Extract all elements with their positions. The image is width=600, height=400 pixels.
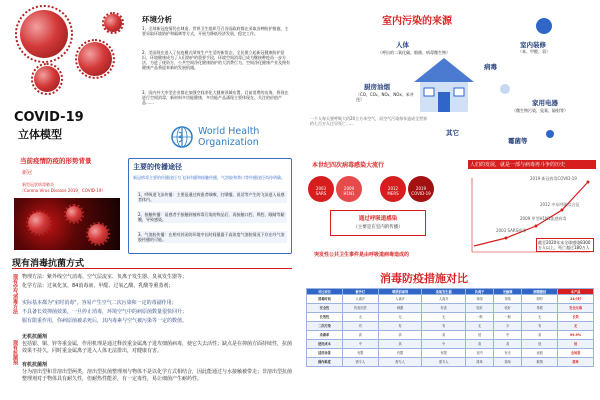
table-cell: 高 [378,340,422,349]
table-cell: 高 [378,331,422,340]
trend-label-2: 2009 甲型H1N1流感病毒 [520,216,567,221]
table-cell: 有光 [494,349,522,358]
table-row [307,349,594,358]
source-human [396,40,409,49]
table-cell: 低 [522,340,558,349]
epidemic-bottom: 突发性公共卫生事件是由呼吸道病毒造成的 [314,252,410,258]
table-cell: 即时 [522,295,558,304]
comparison-title: 消毒防疫措施对比 [380,272,468,285]
method-physical: 物理方法：紫外线空气消毒、空气层流室、负离子发生器、臭氧发生器等； [22,274,188,280]
epidemic-year-mers: 2012 MERS [387,186,399,196]
env-analysis-title: 环境分析 [142,15,172,24]
epidemic-title: 本世纪四次病毒感染大流行 [312,162,385,169]
source-human-name: 人体 [396,41,409,49]
table-cell: 无 [558,322,594,331]
table-cell: 低 [466,331,494,340]
table-header-cell: 光触媒 [494,289,522,295]
table-cell: 有 [378,322,422,331]
transmission-intro: 新冠病毒主要的传播途径为飞沫传播和接触传播，气溶胶和粪口等传播途径尚待明确。 [133,175,285,180]
table-row [307,313,594,322]
trend-note: 截至2020年末全球感染8300万人以上，死亡超过180万人 [536,238,594,252]
epidemic-year-covid: 2019 COVID-19 [411,186,431,196]
trend-label-4: 2019 新冠病毒COVID-19 [530,176,577,181]
methods-title: 现有消毒抗菌方式 [12,259,85,269]
transmission-item-contact: 2、接触传播：易感者手接触到被病毒污染的物品后，再接触口腔、鼻腔、眼睛等黏膜，导致感染。 [137,211,287,223]
virus-cell-icon [28,212,50,234]
source-kitchen-desc: （CO、CO₂、NO₂、NOx、苯并芘） [356,92,414,102]
house-illustration [412,56,476,114]
organic-title: 有机抗菌剂 [22,362,48,368]
table-cell: 24小时 [558,295,594,304]
table-cell: 操作难度 [307,358,343,367]
table-cell: 高 [342,331,378,340]
source-virus-name: 病毒 [484,63,497,71]
table-cell: 安全无毒 [558,304,594,313]
table-cell: 有害 [422,304,466,313]
covid-subtitle: 立体模型 [18,128,62,141]
table-cell: 无 [466,322,494,331]
who-name: World Health [198,126,260,137]
table-cell: 刺激 [378,304,422,313]
table-row [307,322,594,331]
source-appliance-desc: （微生物污染、臭氧、辐射等） [512,108,568,113]
table-cell: 人离开 [422,295,466,304]
covid-red-english: （Corona Virus Disease 2019，COVID-19） [20,188,106,193]
table-row [307,304,594,313]
epidemic-center-text: 通过呼吸道感染 [358,216,398,222]
env-paragraph-1: 1、全球新冠疫情仍在肆虐，世界卫生组织号召各国政府都在采取各种防护措施，主要采取环境防护和隔离等方式，开展为降低经济发展、稳定工作。 [142,26,289,36]
table-cell: 伤害皮肤 [342,304,378,313]
covid-virus-small-icon [104,14,122,32]
organic-desc: 分为溶出型和非溶出型两类，溶出型抗菌整理剂与物体不是以化学方式相结合，因此能通过与水接触被带走；非溶出型抗菌整理剂对于物体具有耐久性，但耐热性能差，有一定毒性，易让细菌产生耐药性。 [22,369,293,382]
table-cell: 中 [494,331,522,340]
table-header-cell: 喷洒消毒剂 [378,289,422,295]
epidemic-year-h1n1: 2009 H1N1 [343,186,355,196]
pollution-quote: 一个人每天要呼吸大约20立方米空气，而空气污染每年造成全世界约七百万人过早死亡…… [310,116,428,126]
env-paragraph-3: 3、国内外大中型企业都在加强空间净化大健康领域布置，目前消费的出海，将现在进行空间消毒，新材料多功能健康，多功能产品涌现主要体现在、关注的价值产品…… [142,90,289,105]
table-cell: 简单 [494,358,522,367]
method-chemical: 化学方法：过氧化氢、84消毒液、甲醛、过氧乙酸、乳酸等熏蒸剂； [22,283,174,289]
table-cell: 少 [494,322,522,331]
virus-cell-icon [66,206,82,222]
table-cell: 简单 [558,358,594,367]
epidemic-center-box [330,210,426,236]
covid-virus-small-icon [34,66,60,92]
epidemic-year-sars: 2003 SARS [315,186,327,196]
table-cell: 人离开 [342,295,378,304]
table-cell: 有限 [378,349,422,358]
house-icon [412,56,476,114]
covid-virus-medium-icon [78,42,112,76]
table-cell: 长效性 [307,313,343,322]
table-cell: 表面 [522,349,558,358]
table-cell: 较好 [494,304,522,313]
table-header-cell: 紫外灯 [342,289,378,295]
table-cell: 较好 [466,304,494,313]
table-cell: 人离开 [378,295,422,304]
inorganic-title: 无机抗菌剂 [22,334,48,340]
method-drawback-2: 不具备长效抑菌效果，一旦停止消毒，环境空气中的病原菌数量很快回升； [22,309,188,315]
table-cell: 中 [342,340,378,349]
table-cell: 有限 [342,349,378,358]
table-cell: 高 [522,331,558,340]
table-header-cell: 负离子 [466,289,494,295]
table-cell: 有限 [422,349,466,358]
covid-red-label: 新冠 [22,170,33,176]
comparison-table [306,288,594,367]
methods-title-rule [12,268,292,269]
trend-title: 人们的发展，就是一部与病毒再斗争的历史 [468,160,596,169]
source-other-name: 其它 [446,129,459,137]
source-appliance-name: 家用电器 [532,99,558,107]
covid-red-heading: 当前疫情防疫的形势背景 [20,157,92,165]
covid-red-fullname: 新型冠状病毒肺炎 [22,182,54,187]
table-header-cell: 臭氧发生器 [422,289,466,295]
table-cell: 一般 [494,313,522,322]
virus-microscopy-image [14,198,120,250]
table-cell: 有 [422,322,466,331]
table-cell: 使用成本 [307,340,343,349]
table-cell: 长效 [558,313,594,322]
transmission-item-droplet: 1、呼吸道飞沫传播：主要是通过病患者咳嗽、打喷嚏、说话等产生的飞沫进入易感者体内。 [137,191,287,203]
table-row [307,331,594,340]
transmission-panel [128,158,292,254]
env-paragraph-2: 2、美国现在进入了抗疫模式绩效生产生活的新常态，全民建立起新冠健康防护意识，环境健康成为了人们防护的重要手段，环境空间消毒已成为继接种疫苗一步方法，为进了使资方，公共空间净化健康防护的大消费行为，空间净化健康产业及拥有健康产品将迎来新的发展机遇。 [142,50,290,70]
table-row [307,295,594,304]
table-cell: 安全性 [307,304,343,313]
pollution-title: 室内污染的来源 [382,16,452,27]
table-cell: 一般 [466,313,494,322]
table-cell: 繁琐 [522,358,558,367]
covid-title: COVID-19 [14,110,84,125]
table-row [307,340,594,349]
table-cell: 无 [422,313,466,322]
table-cell: 无 [522,313,558,322]
table-cell: 高 [466,340,494,349]
table-header-cell: 本产品 [558,289,594,295]
table-cell: 无 [342,313,378,322]
method-drawback-3: 服有限重作用，你病原菌被杀死后，其内毒素与空气被污染等一定的数值。 [22,318,188,324]
table-cell: 有 [522,322,558,331]
who-org: Organization [198,137,259,148]
side-label-antibacterial: 现有抗菌剂 [12,340,18,365]
table-cell: 杀菌率 [307,331,343,340]
transmission-item-aerosol: 3、气溶胶传播：在相对封闭的环境中长时间暴露于高浓度气溶胶情况下存在经气溶胶传播的可能。 [137,231,287,243]
table-cell: 需专人 [342,358,378,367]
table-cell: 高 [494,340,522,349]
side-label-air: 现有空气消毒方法 [12,274,18,314]
table-cell: 需专人 [422,358,466,367]
trend-label-3: 2012 中东呼吸综合征 [540,202,580,207]
table-cell: 室内 [466,349,494,358]
table-cell: 低 [558,340,594,349]
table-cell: 消毒时间 [307,295,343,304]
table-cell: 有 [342,322,378,331]
virus-cell-icon [88,224,108,244]
virus-sphere-icon [546,130,554,138]
source-mold-name: 霉菌等 [508,137,528,145]
table-cell: 无 [378,313,422,322]
source-decoration-name: 室内装修 [520,41,546,49]
virus-sphere-icon [536,18,552,34]
table-cell: 全场景 [558,349,594,358]
table-cell: 适用场景 [307,349,343,358]
table-cell: 易燃 [522,304,558,313]
table-cell: 持续 [466,295,494,304]
source-kitchen-name: 厨房油烟 [364,83,390,91]
table-cell: 中 [422,340,466,349]
table-cell: 简单 [466,358,494,367]
table-header-cell: 对比项目 [307,289,343,295]
table-header-cell: 酒精擦拭 [522,289,558,295]
table-cell: 持续 [494,295,522,304]
epidemic-center-sub: （主要是在室内的传播） [353,225,403,230]
table-cell: 二次污染 [307,322,343,331]
right-page [300,0,600,400]
table-cell: 99.9% [558,331,594,340]
inorganic-desc: 包括银、铜、锌等重金属，作用机理是通过释放重金属离子进攻细菌病毒，使它失去活性；缺点是在抑菌方面持续性，抗菌效果不持久，同时重金属离子进入人体无法排出，对健康有害。 [22,341,293,354]
method-drawback-1: 实际基本都为"室时消毒"，容易产生空气二次污染和一定的毒副作用； [22,300,177,306]
transmission-title: 主要的传播途径 [133,163,182,171]
trend-label-1: 2003 SARS病毒 [496,228,527,233]
source-human-desc: （呼出的二氧化碳、细菌、病毒微生物） [378,50,450,55]
source-decoration-desc: （苯、甲醛、氡） [518,49,550,54]
who-emblem-icon [170,125,194,149]
table-row [307,358,594,367]
table-cell: 高 [422,331,466,340]
virus-sphere-icon [500,84,510,94]
who-logo [170,124,290,150]
table-cell: 需专人 [378,358,422,367]
covid-virus-large-icon [20,10,68,58]
